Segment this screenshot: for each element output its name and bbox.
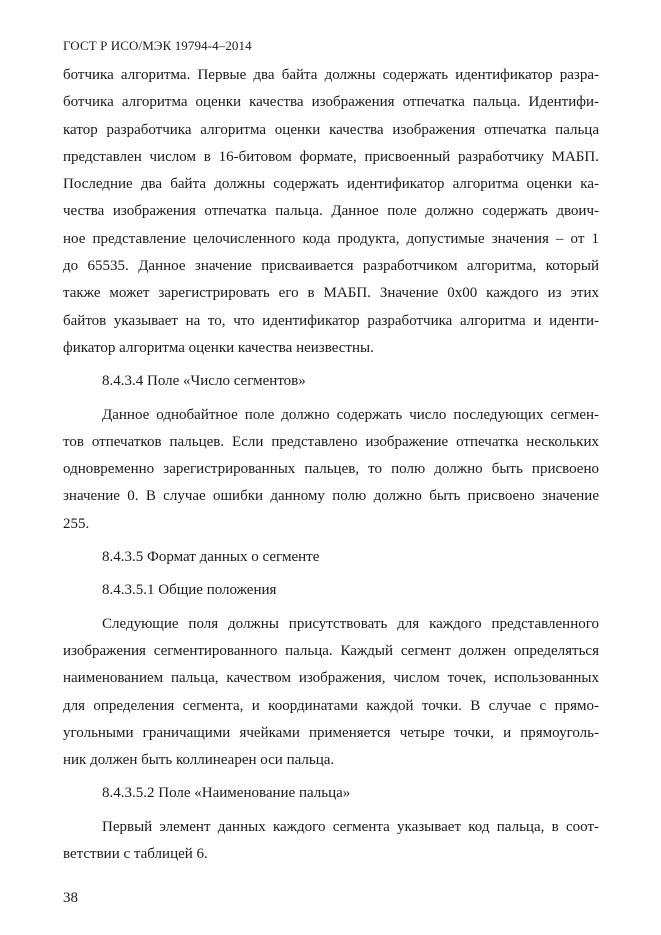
text-line: значение 0. В случае ошибки данному полю должно быть присвоено значение	[63, 488, 599, 505]
section-heading-general: 8.4.3.5.1 Общие положения	[102, 582, 277, 599]
text-line: ботчика алгоритма. Первые два байта должны содержать идентификатор разра-	[63, 67, 599, 83]
text-line: изображения сегментированного пальца. Каждый сегмент должен определяться	[63, 642, 599, 659]
text-line: ветствии с таблицей 6.	[63, 846, 208, 863]
text-line: тов отпечатков пальцев. Если представлено изображение отпечатка нескольких	[63, 433, 599, 450]
text-line: 255.	[63, 515, 90, 532]
section-heading-number-of-segments: 8.4.3.4 Поле «Число сегментов»	[102, 373, 306, 390]
text-line: Последние два байта должны содержать идентификатор алгоритма оценки ка-	[63, 176, 599, 193]
text-line: фикатор алгоритма оценки качества неизвестны.	[63, 339, 374, 356]
text-line: представлен числом в 16-битовом формате, присвоенный разработчику МАБП.	[63, 148, 599, 165]
text-line: ник должен быть коллинеарен оси пальца.	[63, 752, 335, 769]
text-line: для определения сегмента, и координатами каждой точки. В случае с прямо-	[63, 697, 599, 714]
paragraph-finger-name	[63, 814, 599, 869]
section-heading-finger-name: 8.4.3.5.2 Поле «Наименование пальца»	[102, 785, 351, 802]
paragraph-continuation	[63, 62, 599, 362]
text-line: катор разработчика алгоритма оценки качества изображения отпечатка пальца	[63, 121, 599, 138]
page-number: 38	[63, 890, 78, 906]
text-line: байтов указывает на то, что идентификатор разработчика алгоритма и иденти-	[63, 312, 599, 329]
text-line: угольными граничащими ячейками применяется четыре точки, и прямоуголь-	[63, 724, 599, 741]
text-line: до 65535. Данное значение присваивается разработчиком алгоритма, который	[63, 258, 599, 275]
text-line: Первый элемент данных каждого сегмента указывает код пальца, в соот-	[102, 818, 599, 835]
paragraph-general-provisions	[63, 611, 599, 775]
text-line: Данное однобайтное поле должно содержать число последующих сегмен-	[102, 406, 599, 423]
paragraph-number-of-segments	[63, 402, 599, 538]
section-heading-segment-data-format: 8.4.3.5 Формат данных о сегменте	[102, 549, 320, 566]
text-line: одновременно зарегистрированных пальцев, то полю должно быть присвоено	[63, 461, 599, 478]
document-body	[63, 62, 599, 868]
text-line: чества изображения отпечатка пальца. Данное поле должно содержать двоич-	[63, 203, 599, 220]
text-line: ное представление целочисленного кода продукта, допустимые значения – от 1	[63, 230, 599, 247]
text-line: наименованием пальца, качеством изображения, числом точек, использованных	[63, 670, 599, 687]
document-header: ГОСТ Р ИСО/МЭК 19794-4–2014	[63, 38, 252, 53]
text-line: Следующие поля должны присутствовать для каждого представленного	[102, 615, 599, 632]
text-line: также может зарегистрировать его в МАБП. Значение 0х00 каждого из этих	[63, 285, 599, 302]
text-line: ботчика алгоритма оценки качества изображения отпечатка пальца. Идентифи-	[63, 94, 599, 111]
